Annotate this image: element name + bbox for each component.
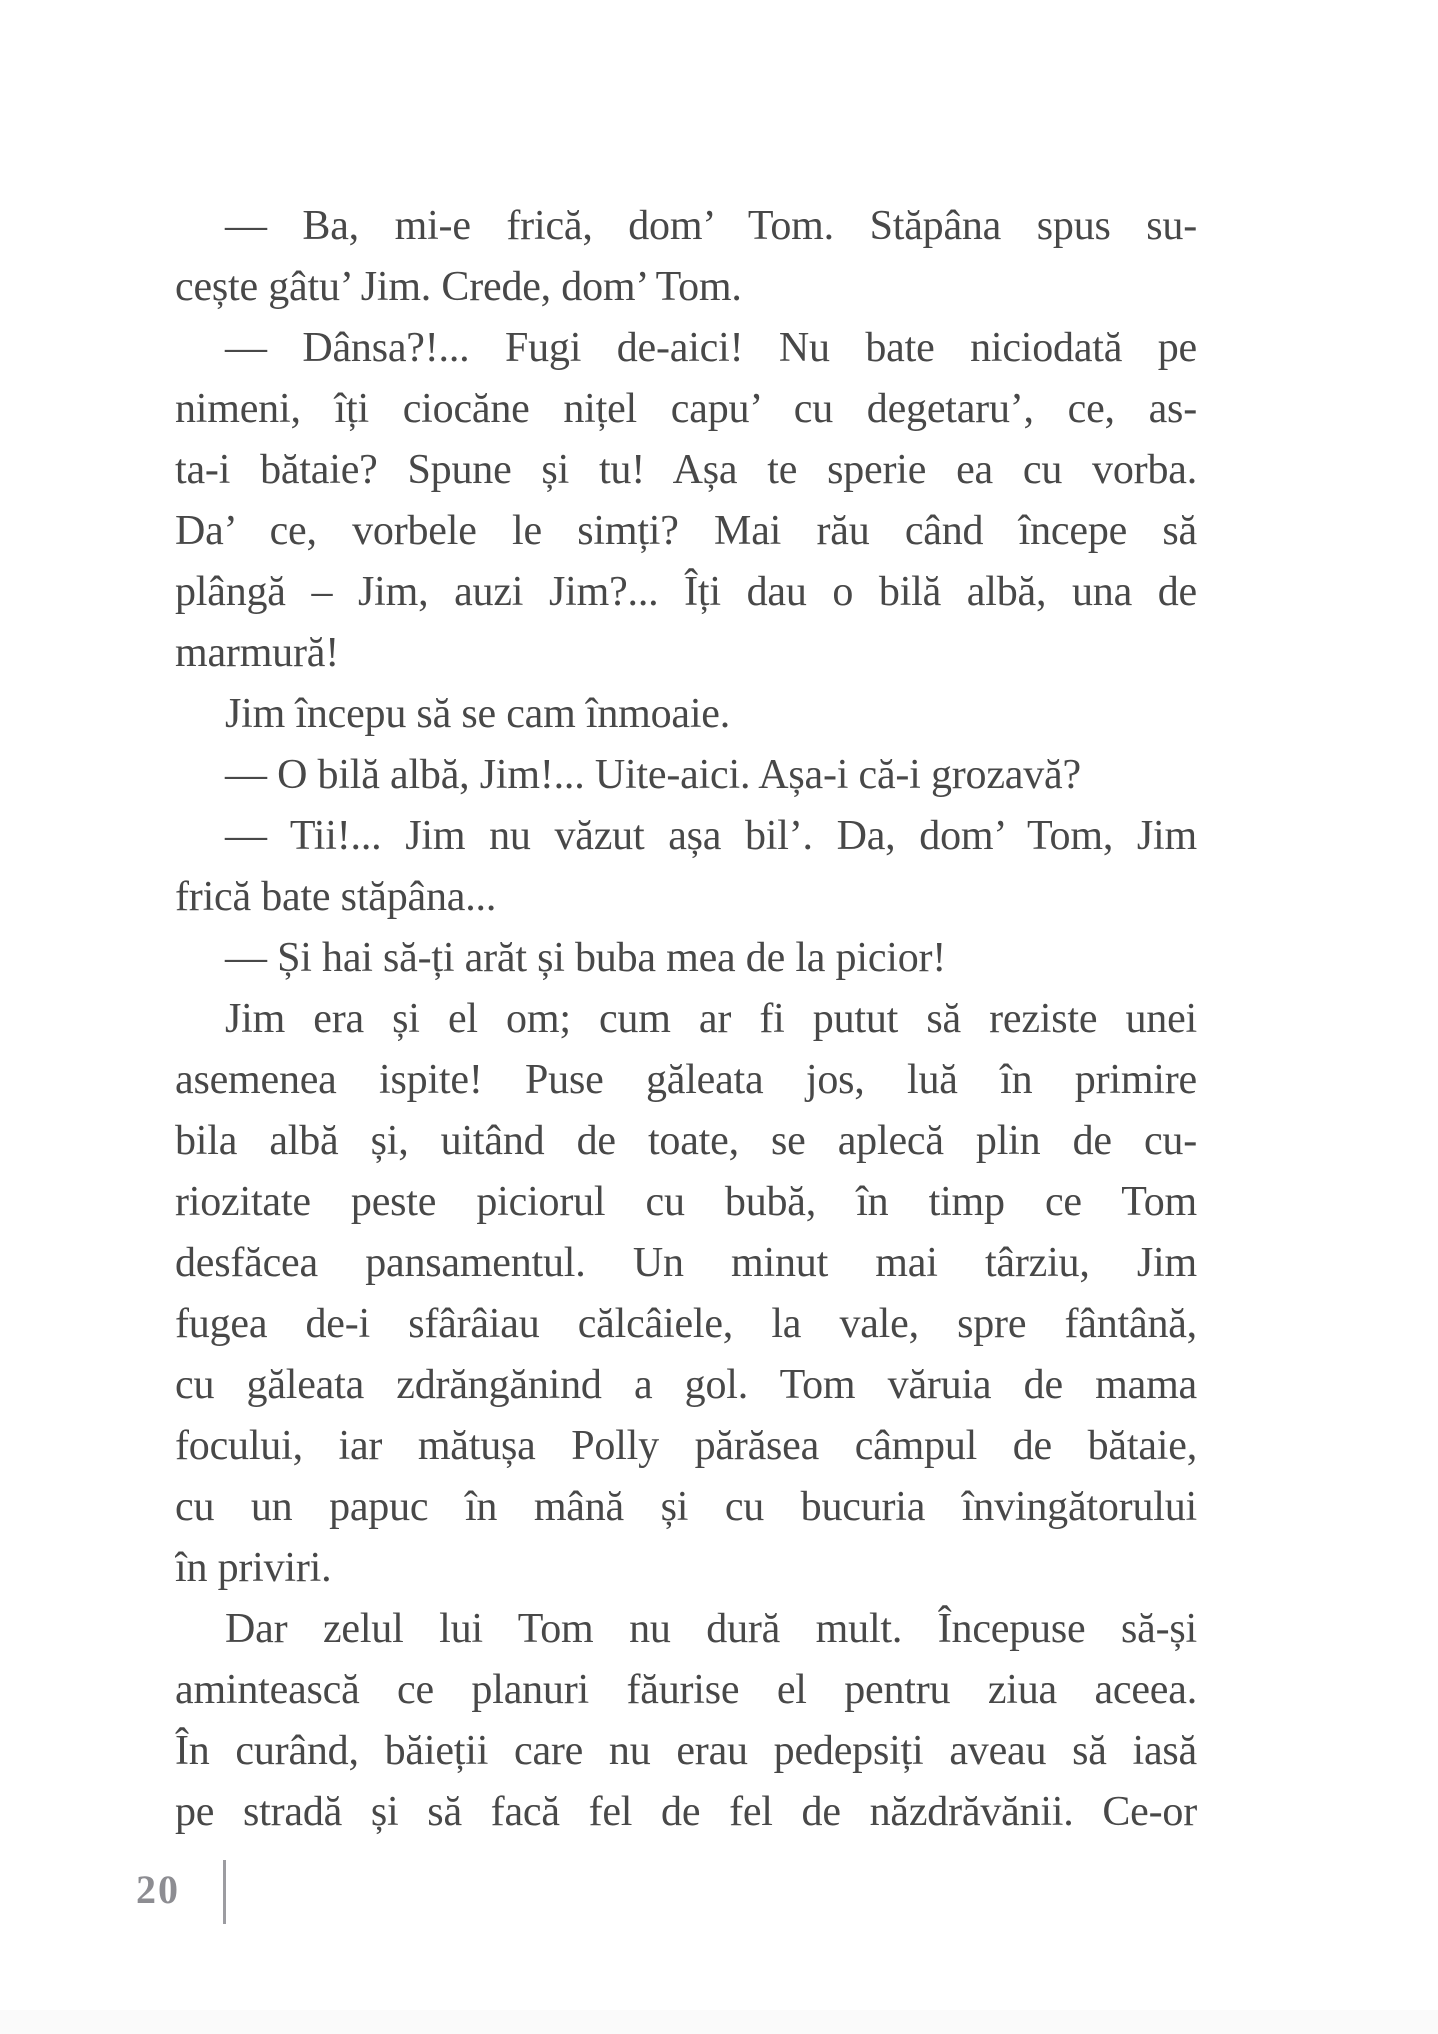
text-line: asemenea ispite! Puse găleata jos, luă în primire [175, 1057, 1197, 1103]
text-line: Dar zelul lui Tom nu dură mult. Începuse să-și [225, 1606, 1197, 1652]
text-line: plângă – Jim, auzi Jim?... Îți dau o bilă albă, una de [175, 569, 1197, 615]
text-line: ta-i bătaie? Spune și tu! Așa te sperie ea cu vorba. [175, 447, 1197, 493]
text-line: — Tii!... Jim nu văzut așa bil’. Da, dom’ Tom, Jim [225, 813, 1197, 859]
text-line: fugea de-i sfârâiau călcâiele, la vale, spre fântână, [175, 1301, 1197, 1347]
text-line: frică bate stăpâna... [175, 874, 497, 920]
page-number-divider [223, 1860, 226, 1924]
paragraph [175, 1599, 1197, 1843]
paragraph [175, 806, 1197, 928]
paragraph [175, 684, 1197, 745]
paragraph [175, 318, 1197, 684]
text-block [175, 196, 1197, 1843]
text-line: pe stradă și să facă fel de fel de năzdrăvănii. Ce-or [175, 1789, 1197, 1835]
text-line: — O bilă albă, Jim!... Uite-aici. Așa-i că-i grozavă? [225, 752, 1081, 798]
paragraph [175, 989, 1197, 1599]
text-line: cu un papuc în mână și cu bucuria învingătorului [175, 1484, 1197, 1530]
text-line: în priviri. [175, 1545, 332, 1591]
text-line: amintească ce planuri făurise el pentru ziua aceea. [175, 1667, 1197, 1713]
text-line: desfăcea pansamentul. Un minut mai târziu, Jim [175, 1240, 1197, 1286]
text-line: — Dânsa?!... Fugi de-aici! Nu bate niciodată pe [225, 325, 1197, 371]
paragraph [175, 196, 1197, 318]
paragraph [175, 928, 1197, 989]
text-line: riozitate peste piciorul cu bubă, în timp ce Tom [175, 1179, 1197, 1225]
text-line: În curând, băieții care nu erau pedepsiți aveau să iasă [175, 1728, 1197, 1774]
bottom-scan-band [0, 2010, 1438, 2034]
text-line: Jim începu să se cam înmoaie. [225, 691, 731, 737]
text-line: — Și hai să-ți arăt și buba mea de la picior! [225, 935, 947, 981]
text-line: nimeni, îți ciocăne nițel capu’ cu degetaru’, ce, as- [175, 386, 1197, 432]
page-number: 20 [136, 1867, 180, 1912]
text-line: marmură! [175, 630, 339, 676]
paragraph [175, 745, 1197, 806]
text-line: focului, iar mătușa Polly părăsea câmpul de bătaie, [175, 1423, 1197, 1469]
text-line: Da’ ce, vorbele le simți? Mai rău când începe să [175, 508, 1197, 554]
text-line: cu găleata zdrăngănind a gol. Tom văruia de mama [175, 1362, 1197, 1408]
text-line: cește gâtu’ Jim. Crede, dom’ Tom. [175, 264, 742, 310]
text-line: — Ba, mi-e frică, dom’ Tom. Stăpâna spus su- [225, 203, 1197, 249]
text-line: bila albă și, uitând de toate, se aplecă plin de cu- [175, 1118, 1197, 1164]
text-line: Jim era și el om; cum ar fi putut să reziste unei [225, 996, 1197, 1042]
